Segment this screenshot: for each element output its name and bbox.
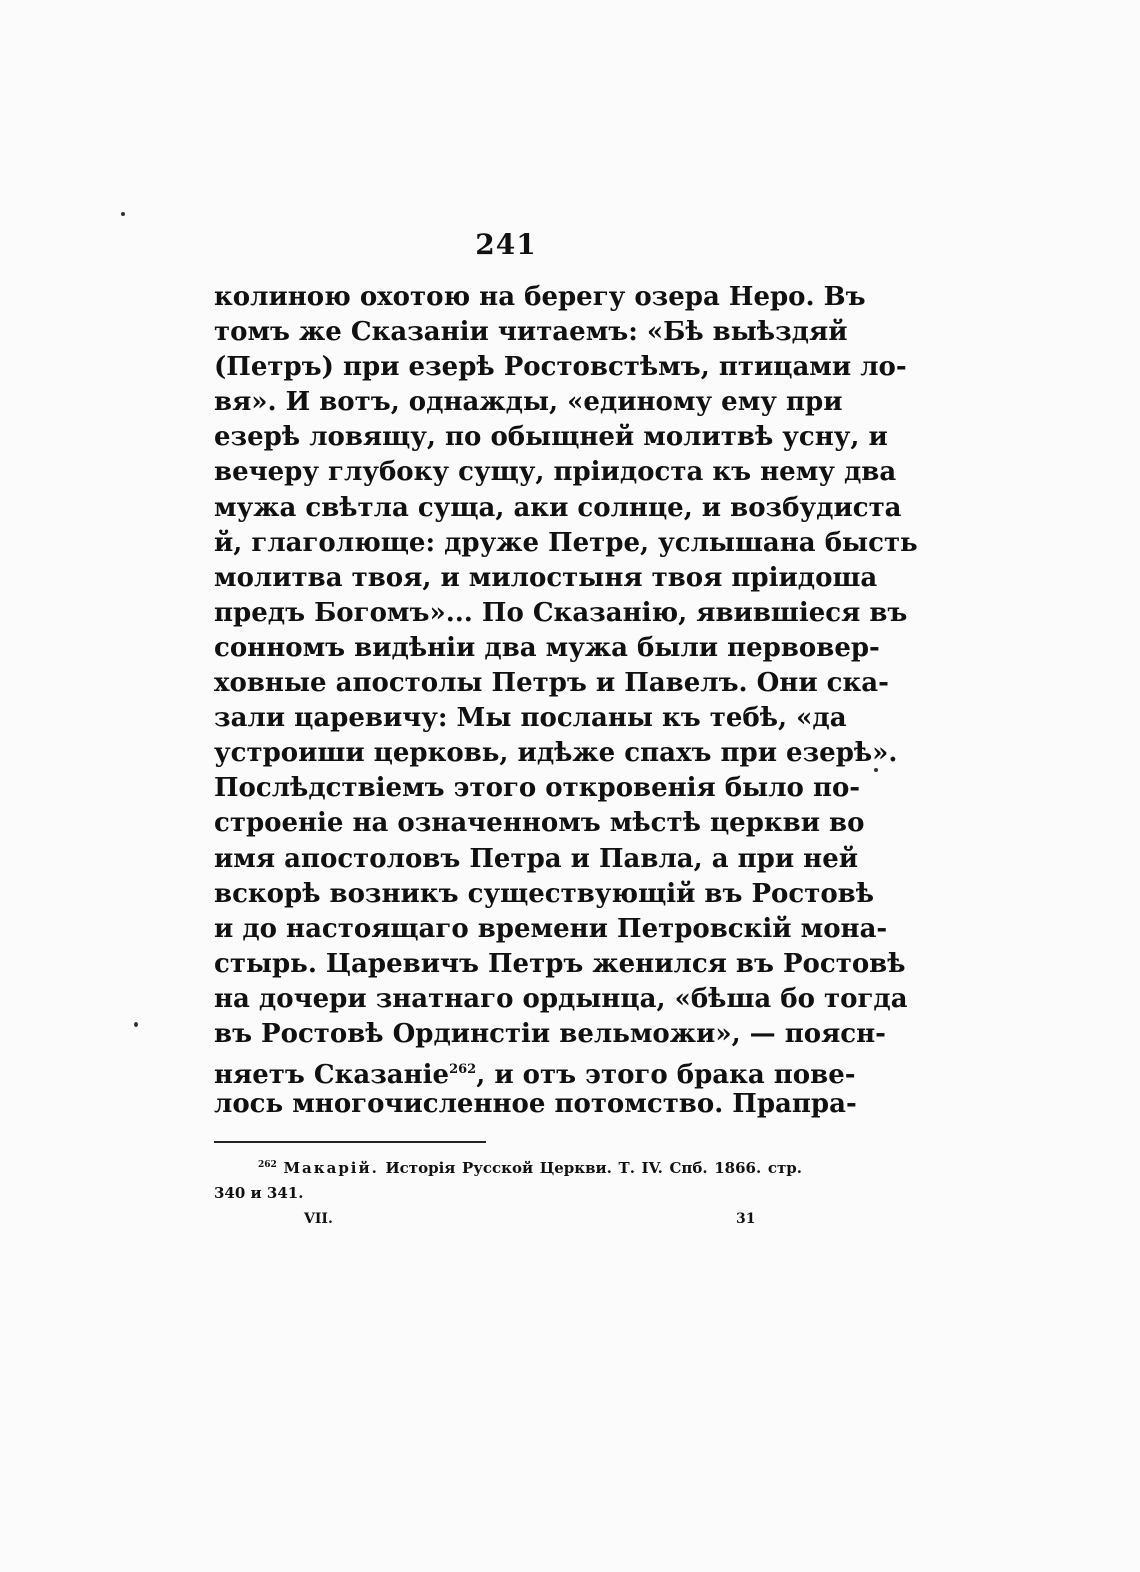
footnote-number: 262 xyxy=(258,1160,277,1170)
text-line: томъ же Сказанiи читаемъ: «Бѣ выѣздяй xyxy=(214,317,848,348)
text-line: стырь. Царевичъ Петръ женился въ Ростовѣ xyxy=(214,948,906,979)
line-text-after-ref: , и отъ этого брака повe- xyxy=(476,1060,856,1091)
text-line: зали царевичу: Мы посланы къ тебѣ, «да xyxy=(214,703,847,734)
text-line: сонномъ видѣнiи два мужа были первовер- xyxy=(214,632,880,663)
footnote-text: Исторiя Русской Церкви. Т. IV. Спб. 1866. стр. xyxy=(378,1159,802,1177)
text-line: езерѣ ловящу, по обыщней молитвѣ усну, и xyxy=(214,422,888,453)
footnote-line xyxy=(214,1151,802,1179)
text-line: и до настоящаго времени Петровскiй мона- xyxy=(214,913,888,944)
text-line: вя». И вотъ, однажды, «единому ему при xyxy=(214,387,843,418)
text-line: колиною охотою на берегу озера Неро. Въ xyxy=(214,282,866,312)
text-line: Послѣдствiемъ этого откровенiя было по- xyxy=(214,773,861,804)
sheet-number: 31 xyxy=(736,1211,756,1227)
text-line: въ Ростовѣ Ординстiи вельможи», — поясн- xyxy=(214,1018,886,1049)
text-line: вскорѣ возникъ существующiй въ Ростовѣ xyxy=(214,878,875,909)
text-line: вечеру глубоку сущу, прiидоста къ нему два xyxy=(214,457,897,488)
signature-mark: VII. xyxy=(304,1211,333,1227)
text-line: ховные апостолы Петръ и Павелъ. Они ска- xyxy=(214,668,889,699)
footnote-author: Макарiй. xyxy=(283,1159,379,1177)
text-line: на дочери знатнаго ордынца, «бѣша бо тогда xyxy=(214,983,908,1014)
text-line: молитва твоя, и милостыня твоя прiидоша xyxy=(214,562,878,593)
text-line: устроиши церковь, идѣже спахъ при езерѣ». xyxy=(214,738,898,769)
page-number: 241 xyxy=(475,228,537,261)
text-line: лось многочисленное потомство. Прапра- xyxy=(214,1089,857,1120)
text-line-with-footnote-ref xyxy=(214,1052,856,1091)
scan-speck xyxy=(134,1022,138,1027)
text-line: имя апостоловъ Петра и Павла, а при ней xyxy=(214,843,859,874)
text-line: (Петръ) при езерѣ Ростовстѣмъ, птицами ло- xyxy=(214,352,907,383)
line-text-before-ref: няетъ Сказанiе xyxy=(214,1060,450,1091)
footnote-reference[interactable]: 262 xyxy=(449,1062,477,1078)
text-line: мужа свѣтла суща, аки солнце, и возбудиста xyxy=(214,492,902,523)
text-line: й, глаголюще: друже Петре, услышана бысть xyxy=(214,527,918,558)
text-line: предъ Богомъ»... По Сказанiю, явившiеся въ xyxy=(214,597,908,628)
footnote-line: 340 и 341. xyxy=(214,1184,304,1202)
footnote-rule xyxy=(214,1141,486,1143)
scan-speck xyxy=(121,212,125,216)
text-line: строенiе на означенномъ мѣстѣ церкви во xyxy=(214,808,865,839)
footnote xyxy=(214,1151,802,1207)
body-text xyxy=(214,280,918,1122)
scan-speck xyxy=(874,768,878,772)
